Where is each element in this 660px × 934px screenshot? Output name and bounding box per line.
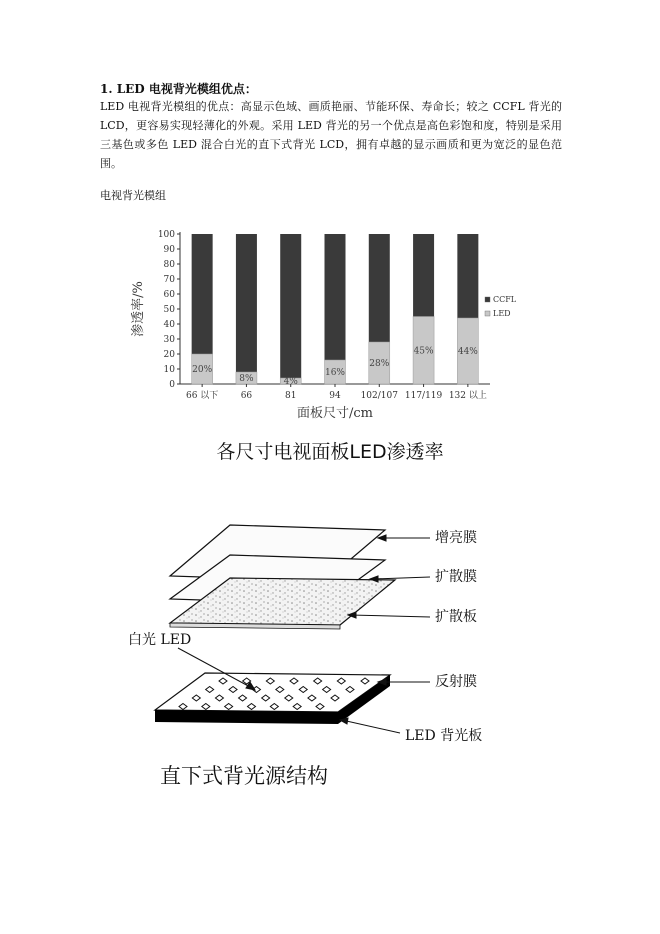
label-led-backplate: LED 背光板 [405, 728, 483, 744]
bar-ccfl [369, 234, 390, 342]
section-title: 1. LED 电视背光模组优点： [100, 82, 257, 96]
bar-ccfl [236, 234, 257, 372]
label-white-led: 白光 LED [128, 632, 192, 648]
diagram-caption: 直下式背光源结构 [160, 764, 328, 788]
led-backplate-layer [155, 673, 390, 724]
x-tick-label: 102/107 [360, 391, 398, 401]
data-label: 4% [283, 377, 298, 387]
x-tick-label: 66 以下 [185, 391, 219, 401]
bar-ccfl [280, 234, 301, 378]
data-label: 20% [192, 365, 213, 375]
x-tick-label: 94 [329, 391, 341, 401]
y-tick-label: 30 [163, 335, 175, 345]
led-penetration-chart [120, 222, 520, 427]
backlight-structure-diagram [110, 505, 530, 750]
bar-ccfl [413, 234, 434, 317]
label-diffuser-film: 扩散膜 [435, 569, 477, 585]
label-brightness-film: 增亮膜 [435, 530, 477, 546]
data-label: 28% [369, 359, 390, 369]
data-label: 8% [239, 374, 254, 384]
y-tick-label: 100 [157, 230, 175, 240]
y-tick-label: 80 [163, 260, 175, 270]
bar-ccfl [457, 234, 478, 318]
x-tick-label: 81 [284, 391, 297, 401]
x-tick-label: 132 以上 [448, 391, 487, 401]
chart-caption: 各尺寸电视面板LED渗透率 [216, 441, 444, 463]
y-tick-label: 10 [163, 365, 175, 375]
x-axis-title: 面板尺寸/cm [297, 406, 373, 421]
y-tick-label: 0 [169, 380, 175, 390]
y-tick-label: 70 [163, 275, 175, 285]
legend-swatch [485, 311, 490, 316]
x-tick-label: 66 [240, 391, 253, 401]
legend-item: LED [493, 309, 511, 318]
bar-ccfl [325, 234, 346, 360]
y-axis-title: 渗透率/% [131, 281, 146, 337]
y-tick-label: 50 [163, 305, 175, 315]
y-tick-label: 40 [163, 320, 175, 330]
body-paragraph: LED 电视背光模组的优点：高显示色域、画质艳丽、节能环保、寿命长；较之 CCFL 背光的 LCD，更容易实现轻薄化的外观。采用 LED 背光的另一个优点是高色彩饱和度，特别是采用三基色或多色 LED 混合白光的直下式背光 LCD，拥有卓越的显示画质和更为宽泛的显色范围。 [100, 100, 562, 170]
label-reflector-film: 反射膜 [435, 674, 477, 690]
figure-label: 电视背光模组 [100, 189, 166, 202]
y-tick-label: 60 [163, 290, 175, 300]
data-label: 45% [413, 346, 434, 357]
bar-ccfl [192, 234, 213, 354]
label-diffuser-plate: 扩散板 [435, 609, 477, 625]
legend-item: CCFL [493, 295, 517, 304]
data-label: 16% [324, 368, 346, 378]
x-tick-label: 117/119 [404, 391, 443, 401]
y-tick-label: 20 [163, 350, 175, 360]
legend-swatch [485, 297, 490, 302]
data-label: 44% [457, 347, 478, 357]
y-tick-label: 90 [163, 245, 175, 255]
